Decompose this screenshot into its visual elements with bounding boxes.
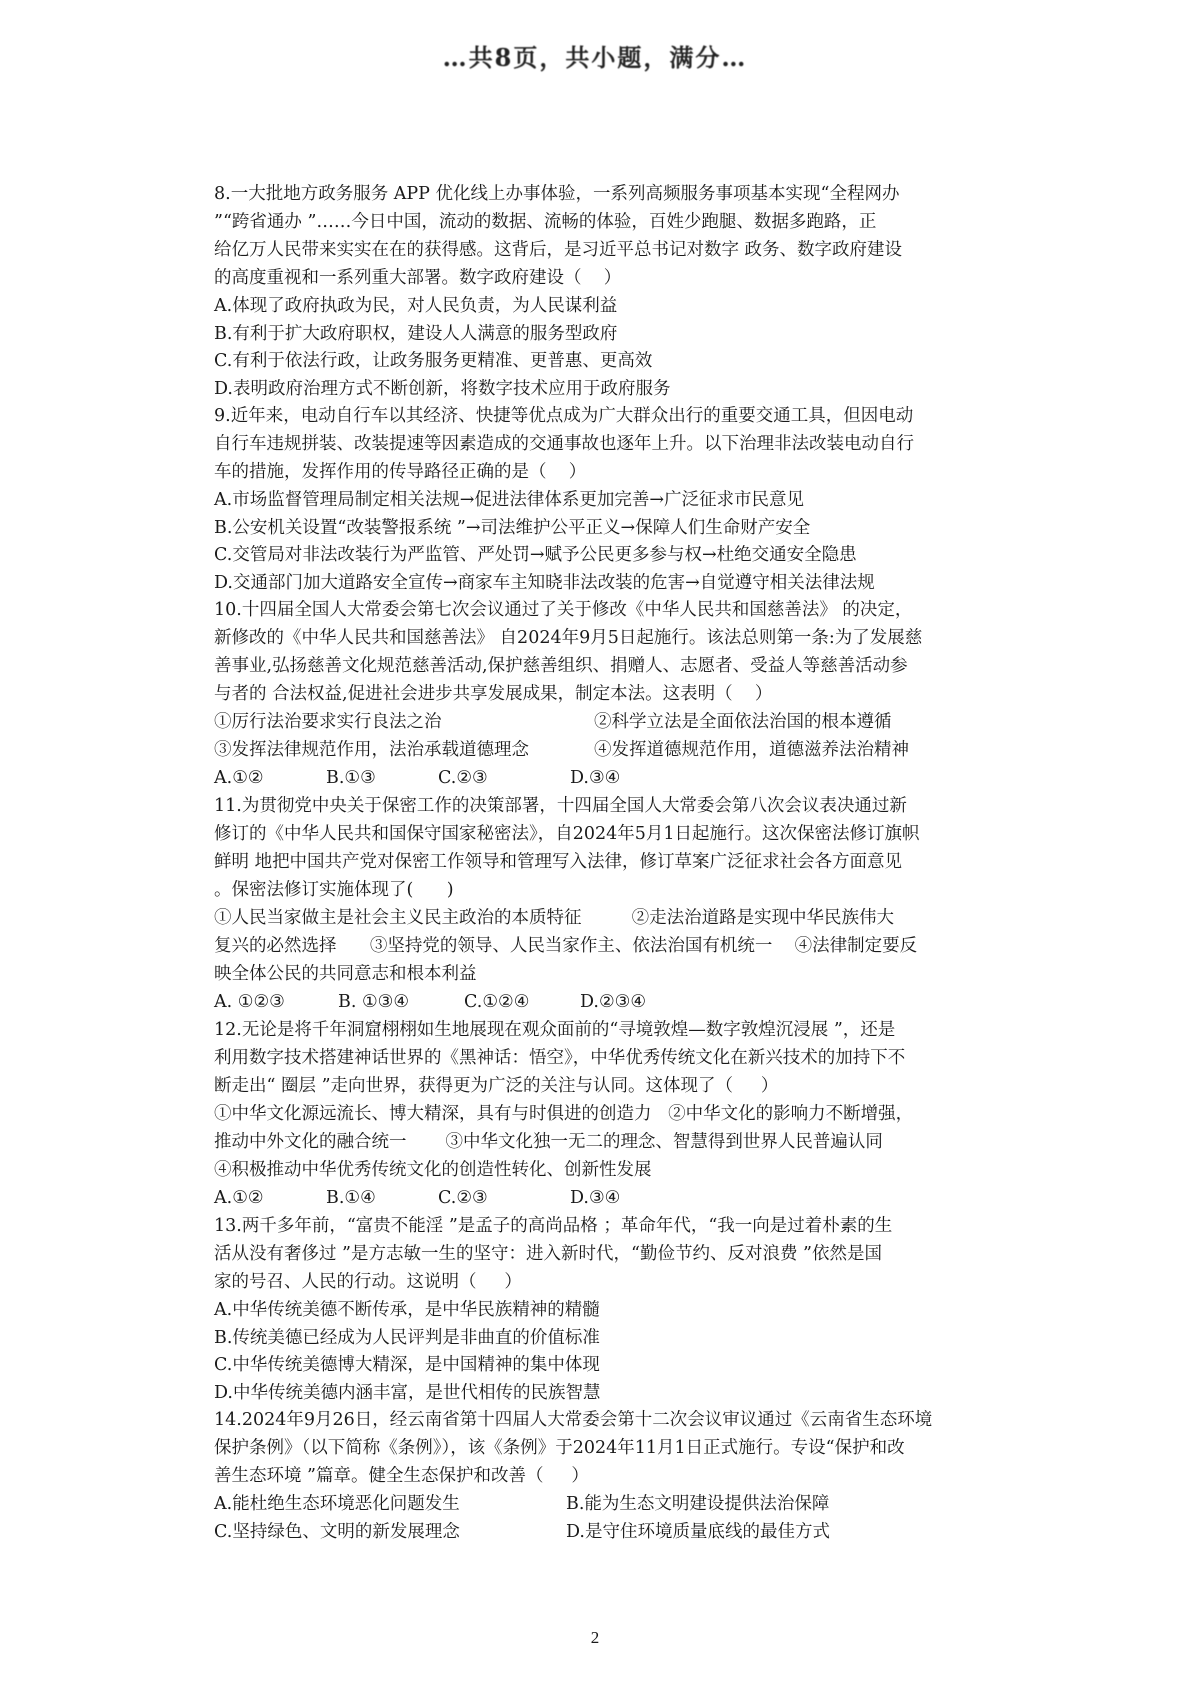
question-stem-line: 自行车违规拼装、改装提速等因素造成的交通事故也逐年上升。以下治理非法改装电动自行 [214,434,914,454]
answer-option-d: D.中华传统美德内涵丰富，是世代相传的民族智慧 [214,1382,601,1403]
choice-a: A.①② [214,1188,264,1208]
answer-option-d: D.表明政府治理方式不断创新，将数字技术应用于政府服务 [214,378,671,399]
question-stem-line: 修订的《中华人民共和国保守国家秘密法》，自2024年5月1日起施行。这次保密法修订旗帜 [214,824,920,844]
statement-line: ①人民当家做主是社会主义民主政治的本质特征 ②走法治道路是实现中华民族伟大 [214,908,895,928]
page-number: 2 [590,1628,600,1647]
question-list [214,180,974,1546]
choice-row [214,988,974,1016]
page-header: …共8页，共小题，满分… [442,43,748,72]
answer-option-b: B.公安机关设置“改装警报系统 ”→司法维护公平正义→保障人们生命财产安全 [214,517,811,538]
question-stem-line: 善生态环境 ”篇章。健全生态保护和改善（ ） [214,1466,589,1486]
question-stem-line: 断走出“ 圈层 ”走向世界，获得更为广泛的关注与认同。这体现了（ ） [214,1076,779,1096]
choice-b: B. ①③④ [338,992,410,1012]
question-11 [214,792,974,1016]
question-stem-line: 善事业,弘扬慈善文化规范慈善活动,保护慈善组织、捐赠人、志愿者、受益人等慈善活动参 [214,656,908,676]
question-stem-line: 鲜明 地把中国共产党对保密工作领导和管理写入法律，修订草案广泛征求社会各方面意见 [214,852,903,872]
question-stem-line: 8.一大批地方政务服务 APP 优化线上办事体验，一系列高频服务事项基本实现“全程网办 [214,184,900,204]
choice-d: D.③④ [570,1188,621,1208]
question-stem-line: 13.两千多年前，“富贵不能淫 ”是孟子的高尚品格 ；革命年代，“我一向是过着朴素的生 [214,1216,893,1236]
answer-option-a: A.能杜绝生态环境恶化问题发生 [214,1494,460,1514]
statement-line: ④积极推动中华优秀传统文化的创造性转化、创新性发展 [214,1160,652,1180]
choice-row [214,1184,974,1212]
choice-row [214,764,974,792]
answer-option-c: C.交管局对非法改装行为严监管、严处罚→赋予公民更多参与权→杜绝交通安全隐患 [214,545,857,565]
choice-b: B.①④ [326,1188,376,1208]
answer-option-b: B.能为生态文明建设提供法治保障 [566,1494,830,1514]
statement-1: ①厉行法治要求实行良法之治 [214,712,442,732]
choice-c: C.②③ [438,768,488,788]
question-stem-line: 保护条例》（以下简称《条例》），该《条例》于2024年11月1日正式施行。专设“保护和改 [214,1438,905,1458]
question-stem-line: ”“跨省通办 ”……今日中国，流动的数据、流畅的体验，百姓少跑腿、数据多跑路，正 [214,212,877,232]
answer-option-a: A.中华传统美德不断传承，是中华民族精神的精髓 [214,1300,600,1320]
answer-option-d: D.是守住环境质量底线的最佳方式 [566,1522,830,1542]
question-8 [214,180,974,402]
question-13 [214,1212,974,1406]
answer-option-b: B.传统美德已经成为人民评判是非曲直的价值标准 [214,1327,600,1348]
answer-option-a: A.体现了政府执政为民，对人民负责，为人民谋利益 [214,296,618,316]
choice-d: D.②③④ [580,992,647,1012]
question-stem-line: 14.2024年9月26日，经云南省第十四届人大常委会第十二次会议审议通过《云南省生态环境 [214,1410,933,1430]
question-12 [214,1016,974,1212]
question-stem-line: 利用数字技术搭建神话世界的《黑神话：悟空》，中华优秀传统文化在新兴技术的加持下不 [214,1048,906,1068]
option-row [214,1518,974,1546]
question-stem-line: 11.为贯彻党中央关于保密工作的决策部署，十四届全国人大常委会第八次会议表决通过新 [214,796,907,816]
choice-c: C.②③ [438,1188,488,1208]
answer-option-b: B.有利于扩大政府职权，建设人人满意的服务型政府 [214,323,618,344]
question-stem-line: 给亿万人民带来实实在在的获得感。这背后，是习近平总书记对数字 政务、数字政府建设 [214,240,903,260]
question-stem-line: 10.十四届全国人大常委会第七次会议通过了关于修改《中华人民共和国慈善法》 的决定， [214,600,913,620]
statement-row [214,708,974,736]
question-stem-line: 与者的 合法权益,促进社会进步共享发展成果，制定本法。这表明（ ） [214,684,773,704]
question-stem-line: 的高度重视和一系列重大部署。数字政府建设（ ） [214,268,622,288]
choice-c: C.①②④ [464,992,530,1012]
question-14 [214,1406,974,1546]
answer-option-a: A.市场监督管理局制定相关法规→促进法律体系更加完善→广泛征求市民意见 [214,490,805,510]
choice-a: A. ①②③ [214,992,285,1012]
choice-b: B.①③ [326,768,376,788]
statement-line: ①中华文化源远流长、博大精深，具有与时俱进的创造力 ②中华文化的影响力不断增强， [214,1104,914,1124]
question-stem-line: 12.无论是将千年洞窟栩栩如生地展现在观众面前的“寻境敦煌—数字敦煌沉浸展 ”，还是 [214,1020,896,1040]
statement-4: ④发挥道德规范作用，道德滋养法治精神 [594,740,909,760]
answer-option-c: C.有利于依法行政，让政务服务更精准、更普惠、更高效 [214,351,653,371]
statement-line: 推动中外文化的融合统一 ③中华文化独一无二的理念、智慧得到世界人民普遍认同 [214,1132,883,1152]
statement-line: 复兴的必然选择 ③坚持党的领导、人民当家作主、依法治国有机统一 ④法律制定要反 [214,936,918,956]
statement-3: ③发挥法律规范作用，法治承载道德理念 [214,740,529,760]
statement-row [214,736,974,764]
question-10 [214,596,974,792]
statement-line: 映全体公民的共同意志和根本利益 [214,964,477,984]
statement-2: ②科学立法是全面依法治国的根本遵循 [594,712,892,732]
choice-a: A.①② [214,768,264,788]
question-9 [214,402,974,596]
question-stem-line: 。保密法修订实施体现了( ) [214,880,454,900]
question-stem-line: 车的措施，发挥作用的传导路径正确的是（ ） [214,462,587,482]
question-stem-line: 新修改的《中华人民共和国慈善法》 自2024年9月5日起施行。该法总则第一条:为了发展慈 [214,628,923,648]
answer-option-d: D.交通部门加大道路安全宣传→商家车主知晓非法改装的危害→自觉遵守相关法律法规 [214,572,875,593]
question-stem-line: 9.近年来，电动自行车以其经济、快捷等优点成为广大群众出行的重要交通工具，但因电动 [214,406,914,426]
question-stem-line: 活从没有奢侈过 ”是方志敏一生的坚守：进入新时代，“勤俭节约、反对浪费 ”依然是国 [214,1244,882,1264]
question-stem-line: 家的号召、人民的行动。这说明（ ） [214,1272,522,1292]
choice-d: D.③④ [570,768,621,788]
answer-option-c: C.坚持绿色、文明的新发展理念 [214,1522,460,1542]
answer-option-c: C.中华传统美德博大精深，是中国精神的集中体现 [214,1355,600,1375]
option-row [214,1490,974,1518]
